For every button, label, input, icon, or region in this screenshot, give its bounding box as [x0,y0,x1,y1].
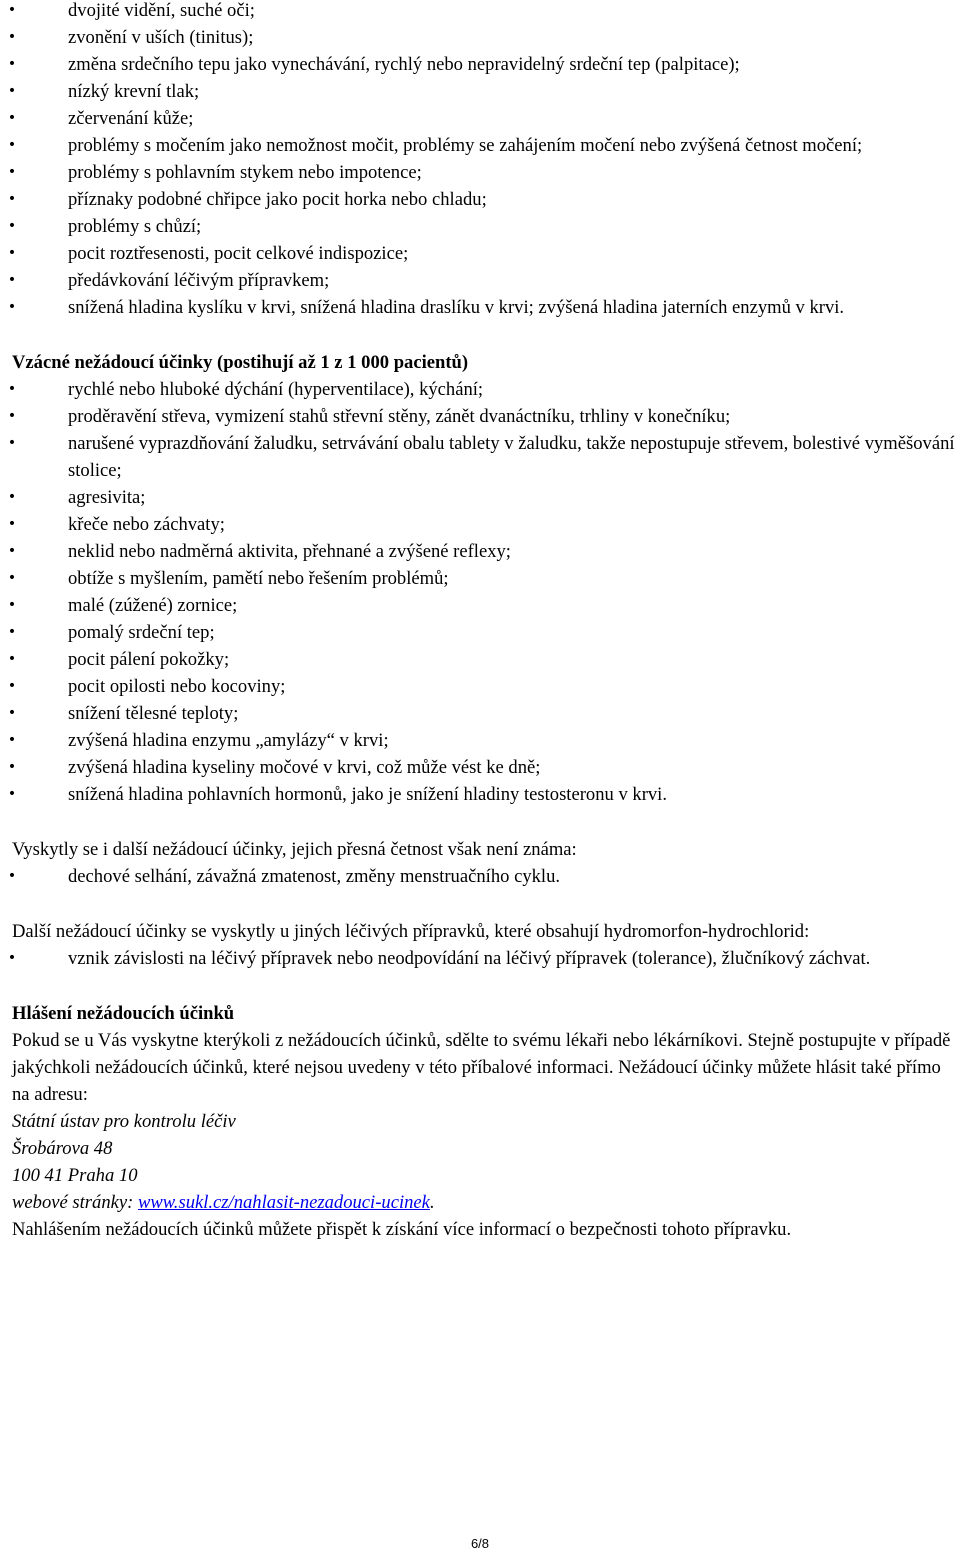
list-item [7,945,957,972]
list-item [7,132,957,159]
list-item-text: dechové selhání, závažná zmatenost, změny menstruačního cyklu. [68,866,561,887]
list-item-text: problémy s chůzí; [68,216,202,237]
list-item [7,700,957,727]
address-line-city: 100 41 Praha 10 [12,1165,138,1186]
reporting-paragraph: Pokud se u Vás vyskytne kterýkoli z nežádoucích účinků, sdělte to svému lékaři nebo lékárníkovi. Stejně postupujte v případě jakýchkoli nežádoucích účinků, které nejsou uvedeny v této příbalové informaci. Nežádoucí účinky můžete hlásit také přímo na adresu: [12,1030,951,1105]
list-item [7,403,957,430]
list-item [7,376,957,403]
list-item [7,105,957,132]
bullet-icon: • [7,218,17,234]
list-item-text: zčervenání kůže; [68,108,194,129]
list-item [7,538,957,565]
unknown-frequency-section [7,836,957,890]
list-item-text: snížená hladina kyslíku v krvi, snížená hladina draslíku v krvi; zvýšená hladina jaterních enzymů v krvi. [68,297,845,318]
bullet-icon: • [7,299,17,315]
list-item [7,159,957,186]
bullet-icon: • [7,705,17,721]
list-item-text: rychlé nebo hluboké dýchání (hyperventilace), kýchání; [68,379,484,400]
website-label: webové stránky: [12,1192,138,1213]
list-item-text: problémy s močením jako nemožnost močit, problémy se zahájením močení nebo zvýšená četnost močení; [68,135,863,156]
bullet-icon: • [7,137,17,153]
bullet-icon: • [7,570,17,586]
bullet-icon: • [7,435,17,451]
list-item-text: obtíže s myšlením, pamětí nebo řešením problémů; [68,568,449,589]
bullet-icon: • [7,272,17,288]
list-item [7,186,957,213]
website-line [12,1189,957,1216]
document-page [7,0,957,1243]
list-item-text: agresivita; [68,487,146,508]
list-item-text: vznik závislosti na léčivý přípravek nebo neodpovídání na léčivý přípravek (tolerance), žlučníkový záchvat. [68,948,871,969]
list-item [7,24,957,51]
list-item-text: snížená hladina pohlavních hormonů, jako je snížení hladiny testosteronu v krvi. [68,784,667,805]
list-item [7,754,957,781]
bullet-icon: • [7,110,17,126]
other-products-section [7,918,957,972]
list-item-text: malé (zúžené) zornice; [68,595,238,616]
list-item [7,863,957,890]
list-item-text: neklid nebo nadměrná aktivita, přehnané a zvýšené reflexy; [68,541,511,562]
bullet-icon: • [7,786,17,802]
rare-effects-section [7,349,957,808]
list-item [7,619,957,646]
list-item [7,565,957,592]
rare-effects-list [7,376,957,808]
page-number: 6/8 [470,1536,490,1551]
unknown-frequency-intro: Vyskytly se i další nežádoucí účinky, jejich přesná četnost však není známa: [12,839,577,860]
list-item-text: proděravění střeva, vymizení stahů střevní stěny, zánět dvanáctníku, trhliny v konečníku; [68,406,731,427]
list-item-text: zvýšená hladina kyseliny močové v krvi, což může vést ke dně; [68,757,541,778]
list-item [7,592,957,619]
bullet-icon: • [7,408,17,424]
bullet-icon: • [7,245,17,261]
bullet-icon: • [7,516,17,532]
list-item-text: předávkování léčivým přípravkem; [68,270,330,291]
list-item [7,484,957,511]
list-item [7,240,957,267]
list-item [7,0,957,24]
reporting-closing: Nahlášením nežádoucích účinků můžete přispět k získání více informací o bezpečnosti tohoto přípravku. [12,1219,792,1240]
rare-effects-heading: Vzácné nežádoucí účinky (postihují až 1 z 1 000 pacientů) [12,352,469,373]
list-item-text: dvojité vidění, suché oči; [68,0,255,21]
bullet-icon: • [7,543,17,559]
list-item-text: nízký krevní tlak; [68,81,200,102]
list-item-text: zvýšená hladina enzymu „amylázy“ v krvi; [68,730,389,751]
list-item [7,213,957,240]
bullet-icon: • [7,950,17,966]
unknown-frequency-list [7,863,957,890]
bullet-icon: • [7,381,17,397]
bullet-icon: • [7,624,17,640]
bullet-icon: • [7,759,17,775]
reporting-heading: Hlášení nežádoucích účinků [12,1003,235,1024]
list-item-text: příznaky podobné chřipce jako pocit horka nebo chladu; [68,189,487,210]
side-effects-list-section [7,0,957,321]
list-item-text: zvonění v uších (tinitus); [68,27,254,48]
bullet-icon: • [7,732,17,748]
bullet-icon: • [7,597,17,613]
list-item-text: narušené vyprazdňování žaludku, setrvávání obalu tablety v žaludku, takže nepostupuje střevem, bolestivé vyměšování stolice; [68,433,955,481]
list-item [7,673,957,700]
bullet-icon: • [7,489,17,505]
bullet-icon: • [7,191,17,207]
list-item [7,294,957,321]
bullet-icon: • [7,651,17,667]
bullet-icon: • [7,56,17,72]
bullet-icon: • [7,2,17,18]
list-item-text: pocit roztřesenosti, pocit celkové indispozice; [68,243,409,264]
list-item [7,78,957,105]
list-item-text: problémy s pohlavním stykem nebo impotence; [68,162,422,183]
address-line-street: Šrobárova 48 [12,1138,113,1159]
list-item-text: pocit opilosti nebo kocoviny; [68,676,286,697]
bullet-icon: • [7,868,17,884]
bullet-icon: • [7,678,17,694]
other-products-intro: Další nežádoucí účinky se vyskytly u jiných léčivých přípravků, které obsahují hydromorfon-hydrochlorid: [12,921,810,942]
list-item-text: pomalý srdeční tep; [68,622,215,643]
website-suffix: . [429,1192,435,1213]
list-item-text: změna srdečního tepu jako vynechávání, rychlý nebo nepravidelný srdeční tep (palpitace); [68,54,740,75]
list-item [7,267,957,294]
list-item [7,51,957,78]
bullet-icon: • [7,83,17,99]
bullet-icon: • [7,29,17,45]
list-item-text: pocit pálení pokožky; [68,649,230,670]
list-item-text: snížení tělesné teploty; [68,703,239,724]
side-effects-list-top [7,0,957,321]
list-item [7,781,957,808]
list-item [7,646,957,673]
list-item [7,727,957,754]
reporting-section [12,1000,957,1243]
list-item [7,430,957,484]
address-line-institution: Státní ústav pro kontrolu léčiv [12,1111,236,1132]
list-item-text: křeče nebo záchvaty; [68,514,225,535]
bullet-icon: • [7,164,17,180]
list-item [7,511,957,538]
other-products-list [7,945,957,972]
website-link[interactable]: www.sukl.cz/nahlasit-nezadouci-ucinek [137,1192,430,1213]
